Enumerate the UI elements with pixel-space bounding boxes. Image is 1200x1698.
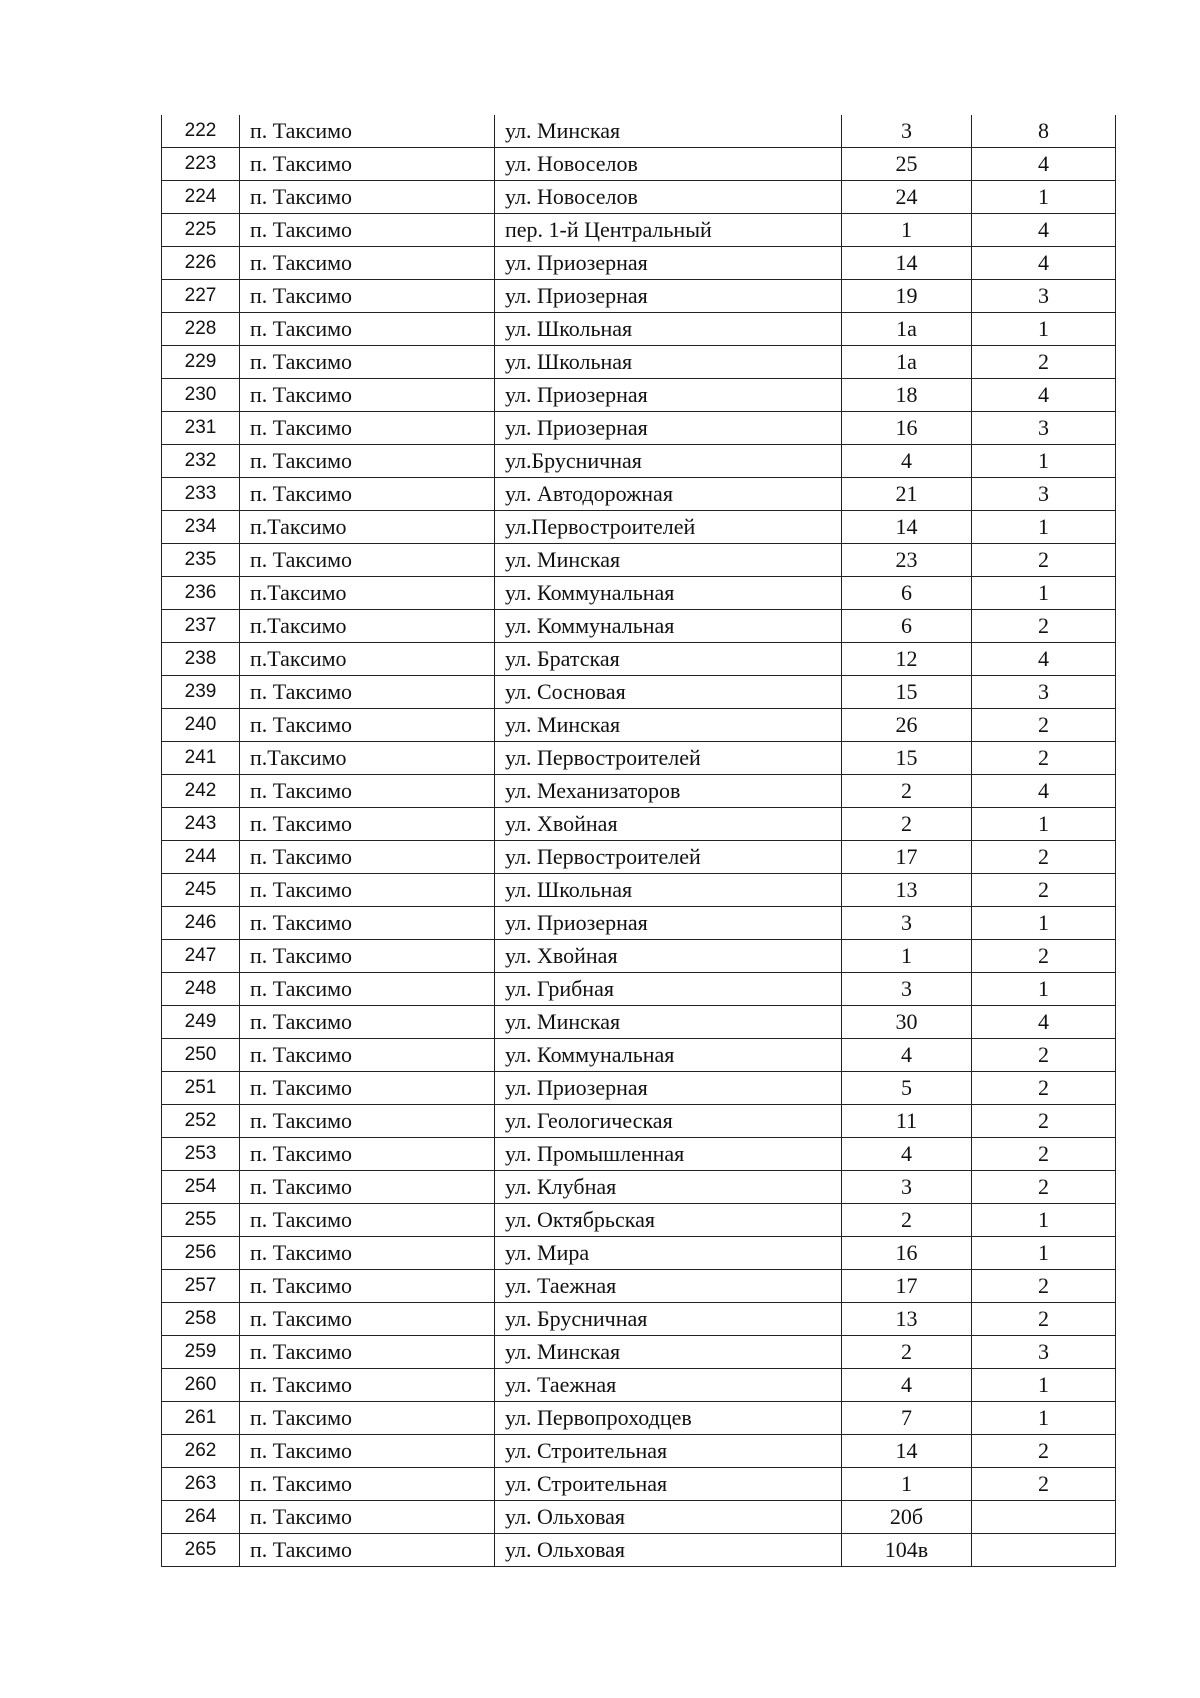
quantity-cell: 1 [972, 181, 1116, 214]
row-number-cell: 253 [162, 1138, 240, 1171]
row-number-cell: 255 [162, 1204, 240, 1237]
settlement-cell: п. Таксимо [240, 1402, 495, 1435]
quantity-cell: 1 [972, 511, 1116, 544]
street-cell: ул. Клубная [495, 1171, 842, 1204]
row-number-cell: 228 [162, 313, 240, 346]
street-cell: ул.Первостроителей [495, 511, 842, 544]
table-row [162, 577, 1116, 610]
table-row [162, 1006, 1116, 1039]
street-cell: ул. Брусничная [495, 1303, 842, 1336]
settlement-cell: п. Таксимо [240, 181, 495, 214]
quantity-cell [972, 1534, 1116, 1567]
house-number-cell: 17 [842, 841, 972, 874]
house-number-cell: 3 [842, 1171, 972, 1204]
house-number-cell: 1а [842, 313, 972, 346]
quantity-cell: 2 [972, 1072, 1116, 1105]
house-number-cell: 1 [842, 1468, 972, 1501]
table-row [162, 544, 1116, 577]
quantity-cell: 3 [972, 676, 1116, 709]
settlement-cell: п. Таксимо [240, 478, 495, 511]
settlement-cell: п. Таксимо [240, 973, 495, 1006]
settlement-cell: п. Таксимо [240, 940, 495, 973]
quantity-cell: 2 [972, 1270, 1116, 1303]
quantity-cell: 3 [972, 478, 1116, 511]
house-number-cell: 14 [842, 247, 972, 280]
street-cell: ул. Грибная [495, 973, 842, 1006]
street-cell: ул. Первопроходцев [495, 1402, 842, 1435]
street-cell: ул. Таежная [495, 1369, 842, 1402]
settlement-cell: п.Таксимо [240, 577, 495, 610]
table-row [162, 1105, 1116, 1138]
street-cell: пер. 1-й Центральный [495, 214, 842, 247]
table-row [162, 1171, 1116, 1204]
quantity-cell: 2 [972, 1303, 1116, 1336]
quantity-cell: 2 [972, 1039, 1116, 1072]
quantity-cell: 4 [972, 148, 1116, 181]
settlement-cell: п. Таксимо [240, 1369, 495, 1402]
house-number-cell: 11 [842, 1105, 972, 1138]
street-cell: ул. Строительная [495, 1468, 842, 1501]
settlement-cell: п. Таксимо [240, 412, 495, 445]
row-number-cell: 263 [162, 1468, 240, 1501]
quantity-cell: 1 [972, 1402, 1116, 1435]
house-number-cell: 18 [842, 379, 972, 412]
street-cell: ул. Коммунальная [495, 610, 842, 643]
street-cell: ул. Автодорожная [495, 478, 842, 511]
house-number-cell: 6 [842, 610, 972, 643]
house-number-cell: 4 [842, 1138, 972, 1171]
quantity-cell: 1 [972, 577, 1116, 610]
quantity-cell: 3 [972, 280, 1116, 313]
table-row [162, 709, 1116, 742]
street-cell: ул. Школьная [495, 874, 842, 907]
table-row [162, 412, 1116, 445]
row-number-cell: 239 [162, 676, 240, 709]
quantity-cell: 2 [972, 874, 1116, 907]
settlement-cell: п. Таксимо [240, 775, 495, 808]
settlement-cell: п.Таксимо [240, 643, 495, 676]
row-number-cell: 235 [162, 544, 240, 577]
house-number-cell: 1 [842, 940, 972, 973]
row-number-cell: 232 [162, 445, 240, 478]
table-row [162, 511, 1116, 544]
street-cell: ул. Октябрьская [495, 1204, 842, 1237]
table-row [162, 214, 1116, 247]
quantity-cell: 8 [972, 115, 1116, 148]
street-cell: ул. Минская [495, 544, 842, 577]
table-row [162, 1138, 1116, 1171]
quantity-cell: 1 [972, 313, 1116, 346]
house-number-cell: 5 [842, 1072, 972, 1105]
table-row [162, 181, 1116, 214]
quantity-cell: 2 [972, 1468, 1116, 1501]
table-row [162, 1336, 1116, 1369]
table-row [162, 115, 1116, 148]
house-number-cell: 14 [842, 511, 972, 544]
address-table-body [162, 115, 1116, 1567]
table-row [162, 313, 1116, 346]
address-table [161, 115, 1116, 1567]
row-number-cell: 251 [162, 1072, 240, 1105]
row-number-cell: 225 [162, 214, 240, 247]
house-number-cell: 15 [842, 742, 972, 775]
quantity-cell: 1 [972, 1237, 1116, 1270]
street-cell: ул. Приозерная [495, 412, 842, 445]
house-number-cell: 2 [842, 1336, 972, 1369]
row-number-cell: 243 [162, 808, 240, 841]
table-row [162, 1039, 1116, 1072]
settlement-cell: п. Таксимо [240, 1072, 495, 1105]
quantity-cell: 3 [972, 412, 1116, 445]
settlement-cell: п. Таксимо [240, 1204, 495, 1237]
street-cell: ул. Мира [495, 1237, 842, 1270]
settlement-cell: п. Таксимо [240, 808, 495, 841]
table-row [162, 973, 1116, 1006]
quantity-cell: 2 [972, 841, 1116, 874]
row-number-cell: 230 [162, 379, 240, 412]
table-row [162, 742, 1116, 775]
settlement-cell: п. Таксимо [240, 247, 495, 280]
house-number-cell: 30 [842, 1006, 972, 1039]
quantity-cell: 3 [972, 1336, 1116, 1369]
table-row [162, 841, 1116, 874]
quantity-cell: 2 [972, 1171, 1116, 1204]
settlement-cell: п. Таксимо [240, 1468, 495, 1501]
table-row [162, 643, 1116, 676]
settlement-cell: п. Таксимо [240, 214, 495, 247]
house-number-cell: 19 [842, 280, 972, 313]
street-cell: ул. Приозерная [495, 1072, 842, 1105]
house-number-cell: 2 [842, 1204, 972, 1237]
row-number-cell: 264 [162, 1501, 240, 1534]
street-cell: ул. Первостроителей [495, 742, 842, 775]
street-cell: ул. Приозерная [495, 247, 842, 280]
table-row [162, 808, 1116, 841]
quantity-cell: 2 [972, 1105, 1116, 1138]
house-number-cell: 7 [842, 1402, 972, 1435]
street-cell: ул. Геологическая [495, 1105, 842, 1138]
settlement-cell: п. Таксимо [240, 1006, 495, 1039]
table-row [162, 478, 1116, 511]
row-number-cell: 260 [162, 1369, 240, 1402]
table-row [162, 907, 1116, 940]
quantity-cell: 4 [972, 379, 1116, 412]
house-number-cell: 104в [842, 1534, 972, 1567]
house-number-cell: 23 [842, 544, 972, 577]
street-cell: ул. Таежная [495, 1270, 842, 1303]
street-cell: ул. Минская [495, 709, 842, 742]
settlement-cell: п. Таксимо [240, 544, 495, 577]
table-row [162, 247, 1116, 280]
street-cell: ул. Строительная [495, 1435, 842, 1468]
street-cell: ул. Приозерная [495, 907, 842, 940]
settlement-cell: п.Таксимо [240, 742, 495, 775]
table-row [162, 445, 1116, 478]
quantity-cell: 2 [972, 709, 1116, 742]
row-number-cell: 222 [162, 115, 240, 148]
house-number-cell: 25 [842, 148, 972, 181]
row-number-cell: 241 [162, 742, 240, 775]
table-row [162, 775, 1116, 808]
table-row [162, 1435, 1116, 1468]
table-row [162, 940, 1116, 973]
quantity-cell: 2 [972, 544, 1116, 577]
house-number-cell: 2 [842, 808, 972, 841]
quantity-cell: 1 [972, 907, 1116, 940]
street-cell: ул. Новоселов [495, 148, 842, 181]
table-row [162, 1468, 1116, 1501]
house-number-cell: 16 [842, 412, 972, 445]
quantity-cell [972, 1501, 1116, 1534]
settlement-cell: п. Таксимо [240, 841, 495, 874]
house-number-cell: 4 [842, 1369, 972, 1402]
street-cell: ул. Ольховая [495, 1501, 842, 1534]
street-cell: ул. Сосновая [495, 676, 842, 709]
row-number-cell: 227 [162, 280, 240, 313]
settlement-cell: п. Таксимо [240, 1534, 495, 1567]
settlement-cell: п. Таксимо [240, 115, 495, 148]
settlement-cell: п. Таксимо [240, 1105, 495, 1138]
street-cell: ул. Приозерная [495, 379, 842, 412]
house-number-cell: 3 [842, 115, 972, 148]
quantity-cell: 2 [972, 940, 1116, 973]
settlement-cell: п. Таксимо [240, 1303, 495, 1336]
quantity-cell: 2 [972, 346, 1116, 379]
settlement-cell: п. Таксимо [240, 280, 495, 313]
house-number-cell: 21 [842, 478, 972, 511]
settlement-cell: п. Таксимо [240, 1171, 495, 1204]
table-row [162, 1072, 1116, 1105]
table-row [162, 1534, 1116, 1567]
row-number-cell: 237 [162, 610, 240, 643]
street-cell: ул. Коммунальная [495, 1039, 842, 1072]
house-number-cell: 14 [842, 1435, 972, 1468]
row-number-cell: 258 [162, 1303, 240, 1336]
settlement-cell: п. Таксимо [240, 346, 495, 379]
street-cell: ул. Хвойная [495, 940, 842, 973]
row-number-cell: 248 [162, 973, 240, 1006]
street-cell: ул. Коммунальная [495, 577, 842, 610]
settlement-cell: п. Таксимо [240, 1138, 495, 1171]
row-number-cell: 265 [162, 1534, 240, 1567]
table-row [162, 1237, 1116, 1270]
street-cell: ул.Брусничная [495, 445, 842, 478]
house-number-cell: 3 [842, 973, 972, 1006]
row-number-cell: 254 [162, 1171, 240, 1204]
house-number-cell: 17 [842, 1270, 972, 1303]
row-number-cell: 256 [162, 1237, 240, 1270]
quantity-cell: 1 [972, 1204, 1116, 1237]
street-cell: ул. Минская [495, 1336, 842, 1369]
row-number-cell: 250 [162, 1039, 240, 1072]
settlement-cell: п. Таксимо [240, 379, 495, 412]
quantity-cell: 4 [972, 1006, 1116, 1039]
settlement-cell: п. Таксимо [240, 1270, 495, 1303]
house-number-cell: 12 [842, 643, 972, 676]
table-row [162, 1369, 1116, 1402]
quantity-cell: 4 [972, 775, 1116, 808]
table-row [162, 1204, 1116, 1237]
row-number-cell: 249 [162, 1006, 240, 1039]
street-cell: ул. Хвойная [495, 808, 842, 841]
row-number-cell: 224 [162, 181, 240, 214]
house-number-cell: 24 [842, 181, 972, 214]
quantity-cell: 2 [972, 1435, 1116, 1468]
house-number-cell: 13 [842, 1303, 972, 1336]
street-cell: ул. Промышленная [495, 1138, 842, 1171]
quantity-cell: 1 [972, 973, 1116, 1006]
row-number-cell: 226 [162, 247, 240, 280]
row-number-cell: 252 [162, 1105, 240, 1138]
street-cell: ул. Ольховая [495, 1534, 842, 1567]
street-cell: ул. Братская [495, 643, 842, 676]
house-number-cell: 4 [842, 1039, 972, 1072]
house-number-cell: 3 [842, 907, 972, 940]
settlement-cell: п. Таксимо [240, 1237, 495, 1270]
table-row [162, 1402, 1116, 1435]
quantity-cell: 1 [972, 1369, 1116, 1402]
table-row [162, 1303, 1116, 1336]
quantity-cell: 2 [972, 1138, 1116, 1171]
street-cell: ул. Минская [495, 115, 842, 148]
settlement-cell: п.Таксимо [240, 511, 495, 544]
quantity-cell: 4 [972, 247, 1116, 280]
row-number-cell: 229 [162, 346, 240, 379]
row-number-cell: 231 [162, 412, 240, 445]
row-number-cell: 261 [162, 1402, 240, 1435]
row-number-cell: 247 [162, 940, 240, 973]
street-cell: ул. Школьная [495, 313, 842, 346]
settlement-cell: п. Таксимо [240, 907, 495, 940]
house-number-cell: 26 [842, 709, 972, 742]
house-number-cell: 13 [842, 874, 972, 907]
row-number-cell: 259 [162, 1336, 240, 1369]
quantity-cell: 4 [972, 214, 1116, 247]
house-number-cell: 20б [842, 1501, 972, 1534]
house-number-cell: 1 [842, 214, 972, 247]
street-cell: ул. Механизаторов [495, 775, 842, 808]
quantity-cell: 1 [972, 808, 1116, 841]
row-number-cell: 240 [162, 709, 240, 742]
row-number-cell: 233 [162, 478, 240, 511]
quantity-cell: 2 [972, 610, 1116, 643]
settlement-cell: п. Таксимо [240, 1336, 495, 1369]
row-number-cell: 245 [162, 874, 240, 907]
quantity-cell: 1 [972, 445, 1116, 478]
row-number-cell: 223 [162, 148, 240, 181]
house-number-cell: 2 [842, 775, 972, 808]
settlement-cell: п.Таксимо [240, 610, 495, 643]
table-row [162, 874, 1116, 907]
settlement-cell: п. Таксимо [240, 676, 495, 709]
row-number-cell: 257 [162, 1270, 240, 1303]
house-number-cell: 4 [842, 445, 972, 478]
settlement-cell: п. Таксимо [240, 1435, 495, 1468]
row-number-cell: 242 [162, 775, 240, 808]
row-number-cell: 244 [162, 841, 240, 874]
table-row [162, 676, 1116, 709]
house-number-cell: 15 [842, 676, 972, 709]
row-number-cell: 262 [162, 1435, 240, 1468]
row-number-cell: 238 [162, 643, 240, 676]
settlement-cell: п. Таксимо [240, 709, 495, 742]
street-cell: ул. Минская [495, 1006, 842, 1039]
quantity-cell: 2 [972, 742, 1116, 775]
house-number-cell: 6 [842, 577, 972, 610]
row-number-cell: 246 [162, 907, 240, 940]
table-row [162, 346, 1116, 379]
table-row [162, 1501, 1116, 1534]
table-row [162, 379, 1116, 412]
street-cell: ул. Новоселов [495, 181, 842, 214]
settlement-cell: п. Таксимо [240, 148, 495, 181]
street-cell: ул. Школьная [495, 346, 842, 379]
street-cell: ул. Первостроителей [495, 841, 842, 874]
table-row [162, 1270, 1116, 1303]
settlement-cell: п. Таксимо [240, 874, 495, 907]
quantity-cell: 4 [972, 643, 1116, 676]
house-number-cell: 16 [842, 1237, 972, 1270]
street-cell: ул. Приозерная [495, 280, 842, 313]
table-row [162, 280, 1116, 313]
table-row [162, 610, 1116, 643]
settlement-cell: п. Таксимо [240, 1501, 495, 1534]
settlement-cell: п. Таксимо [240, 1039, 495, 1072]
row-number-cell: 234 [162, 511, 240, 544]
row-number-cell: 236 [162, 577, 240, 610]
table-row [162, 148, 1116, 181]
settlement-cell: п. Таксимо [240, 445, 495, 478]
settlement-cell: п. Таксимо [240, 313, 495, 346]
house-number-cell: 1а [842, 346, 972, 379]
